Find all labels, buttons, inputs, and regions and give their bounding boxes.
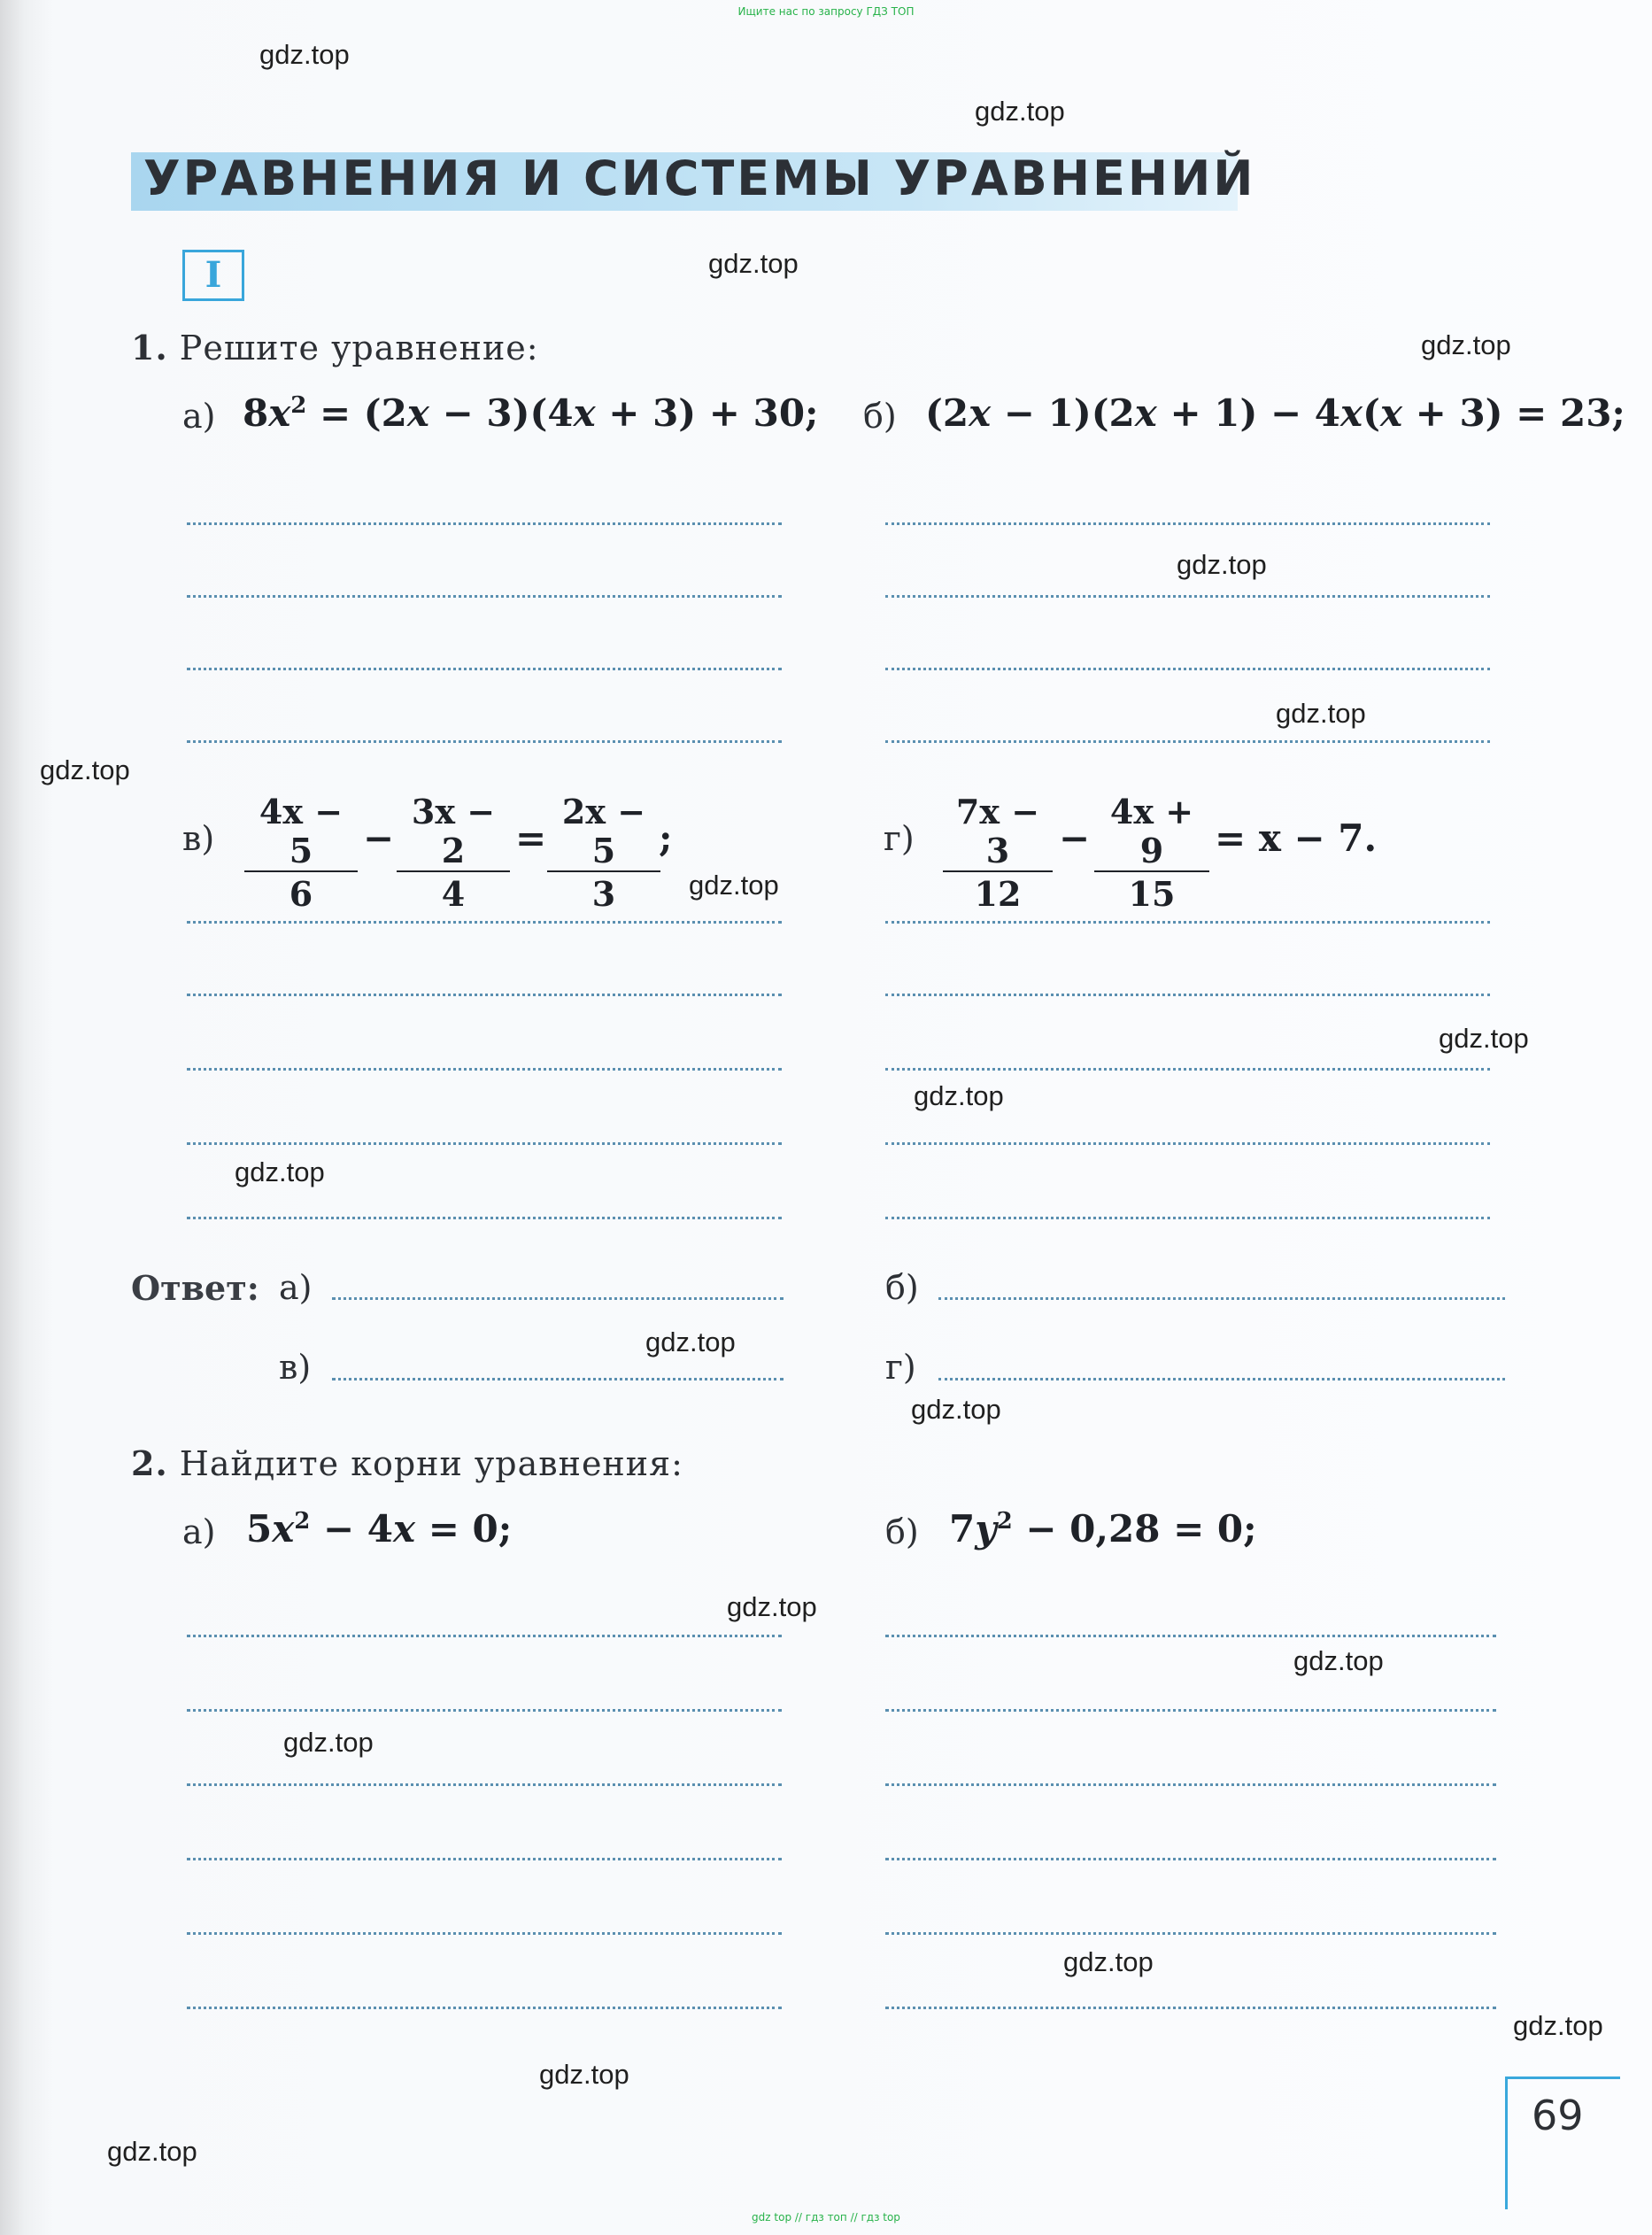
watermark: gdz.top: [283, 1727, 374, 1758]
answer-line[interactable]: [187, 1709, 782, 1712]
answer-line[interactable]: [187, 522, 782, 525]
item-label: б): [885, 1268, 919, 1307]
task-text: Найдите корни уравнения:: [179, 1444, 683, 1483]
watermark: gdz.top: [1513, 2010, 1603, 2041]
minus-sign: −: [1059, 816, 1091, 860]
numerator: 4x + 9: [1094, 793, 1209, 872]
task-text: Решите уравнение:: [179, 329, 539, 367]
numerator: 7x − 3: [943, 793, 1053, 872]
item-label: а): [279, 1268, 313, 1307]
watermark: gdz.top: [689, 870, 779, 901]
item-label: г): [884, 819, 915, 858]
task-number: 2.: [131, 1443, 168, 1483]
item-label: в): [279, 1348, 312, 1387]
answer-field-g[interactable]: [938, 1378, 1505, 1380]
watermark: gdz.top: [1063, 1946, 1154, 1977]
watermark: gdz.top: [235, 1156, 325, 1187]
watermark: gdz.top: [645, 1326, 736, 1357]
denominator: 12: [974, 874, 1022, 914]
equation-1a: $8x^2 = (2x - 3)(4x + 3) + 30$;: [243, 391, 819, 435]
answer-line[interactable]: [187, 1858, 782, 1860]
answer-heading: Ответ:: [131, 1268, 259, 1308]
answer-field-b[interactable]: [938, 1297, 1505, 1300]
answer-line[interactable]: [187, 595, 782, 598]
bottom-note: gdz top // гдз топ // гдз top: [752, 2211, 900, 2223]
fraction: [547, 793, 660, 916]
answer-line[interactable]: [885, 1635, 1496, 1637]
answer-field-v[interactable]: [332, 1378, 784, 1380]
item-label: г): [885, 1348, 916, 1387]
item-label: а): [182, 397, 216, 436]
watermark: gdz.top: [259, 39, 350, 70]
denominator: 6: [289, 874, 313, 914]
answer-line[interactable]: [885, 740, 1490, 743]
equals-sign: =: [515, 816, 547, 860]
level-badge: I: [182, 250, 244, 301]
answer-line[interactable]: [187, 740, 782, 743]
answer-line[interactable]: [187, 921, 782, 924]
answer-line[interactable]: [187, 1068, 782, 1071]
answer-line[interactable]: [885, 921, 1490, 924]
answer-line[interactable]: [187, 1635, 782, 1637]
top-note: Ищите нас по запросу ГДЗ ТОП: [737, 5, 915, 18]
task-number: 1.: [131, 328, 168, 367]
page-number: 69: [1532, 2092, 1584, 2139]
watermark: gdz.top: [911, 1394, 1001, 1425]
answer-line[interactable]: [885, 994, 1490, 996]
answer-line[interactable]: [187, 2007, 782, 2009]
watermark: gdz.top: [1439, 1023, 1529, 1054]
answer-line[interactable]: [187, 1217, 782, 1219]
answer-line[interactable]: [885, 522, 1490, 525]
answer-line[interactable]: [187, 1142, 782, 1145]
answer-line[interactable]: [885, 595, 1490, 598]
answer-line[interactable]: [885, 1783, 1496, 1786]
answer-line[interactable]: [885, 1068, 1490, 1071]
watermark: gdz.top: [975, 96, 1065, 127]
answer-line[interactable]: [187, 1932, 782, 1935]
denominator: 15: [1128, 874, 1176, 914]
equation-2b: $7y^2 - 0,28 = 0$;: [949, 1507, 1257, 1551]
fraction: [1094, 793, 1209, 916]
answer-line[interactable]: [187, 1783, 782, 1786]
watermark: gdz.top: [1293, 1645, 1384, 1676]
denominator: 4: [441, 874, 466, 914]
task-1-heading: [131, 328, 539, 367]
equation-1b: (2x − 1)(2x + 1) − 4x(x + 3) = 23;: [925, 391, 1625, 435]
section-title: УРАВНЕНИЯ И СИСТЕМЫ УРАВНЕНИЙ: [143, 151, 1256, 206]
answer-line[interactable]: [885, 1932, 1496, 1935]
semicolon: ;: [659, 816, 673, 860]
minus-sign: −: [363, 816, 395, 860]
answer-line[interactable]: [187, 994, 782, 996]
watermark: gdz.top: [1276, 698, 1366, 729]
item-label: б): [885, 1512, 919, 1551]
watermark: gdz.top: [708, 248, 799, 279]
answer-line[interactable]: [885, 2007, 1496, 2009]
answer-line[interactable]: [885, 1217, 1490, 1219]
numerator: 2x − 5: [547, 793, 660, 872]
answer-field-a[interactable]: [332, 1297, 784, 1300]
watermark: gdz.top: [727, 1591, 817, 1622]
watermark: gdz.top: [1421, 329, 1511, 360]
numerator: 3x − 2: [397, 793, 510, 872]
fraction: [244, 793, 358, 916]
watermark: gdz.top: [1177, 549, 1267, 580]
answer-line[interactable]: [885, 1709, 1496, 1712]
equation-rhs: = x − 7.: [1215, 816, 1378, 860]
answer-line[interactable]: [885, 668, 1490, 670]
watermark: gdz.top: [40, 754, 130, 785]
item-label: б): [863, 397, 897, 436]
equation-2a: $5x^2 - 4x = 0$;: [246, 1507, 513, 1551]
watermark: gdz.top: [107, 2136, 197, 2167]
answer-line[interactable]: [885, 1858, 1496, 1860]
numerator: 4x − 5: [244, 793, 358, 872]
item-label: а): [182, 1512, 216, 1551]
fraction: [943, 793, 1053, 916]
watermark: gdz.top: [914, 1080, 1004, 1111]
answer-line[interactable]: [885, 1142, 1490, 1145]
fraction: [397, 793, 510, 916]
task-2-heading: [131, 1443, 683, 1483]
answer-line[interactable]: [187, 668, 782, 670]
watermark: gdz.top: [539, 2059, 629, 2090]
item-label: в): [182, 819, 215, 858]
denominator: 3: [591, 874, 616, 914]
